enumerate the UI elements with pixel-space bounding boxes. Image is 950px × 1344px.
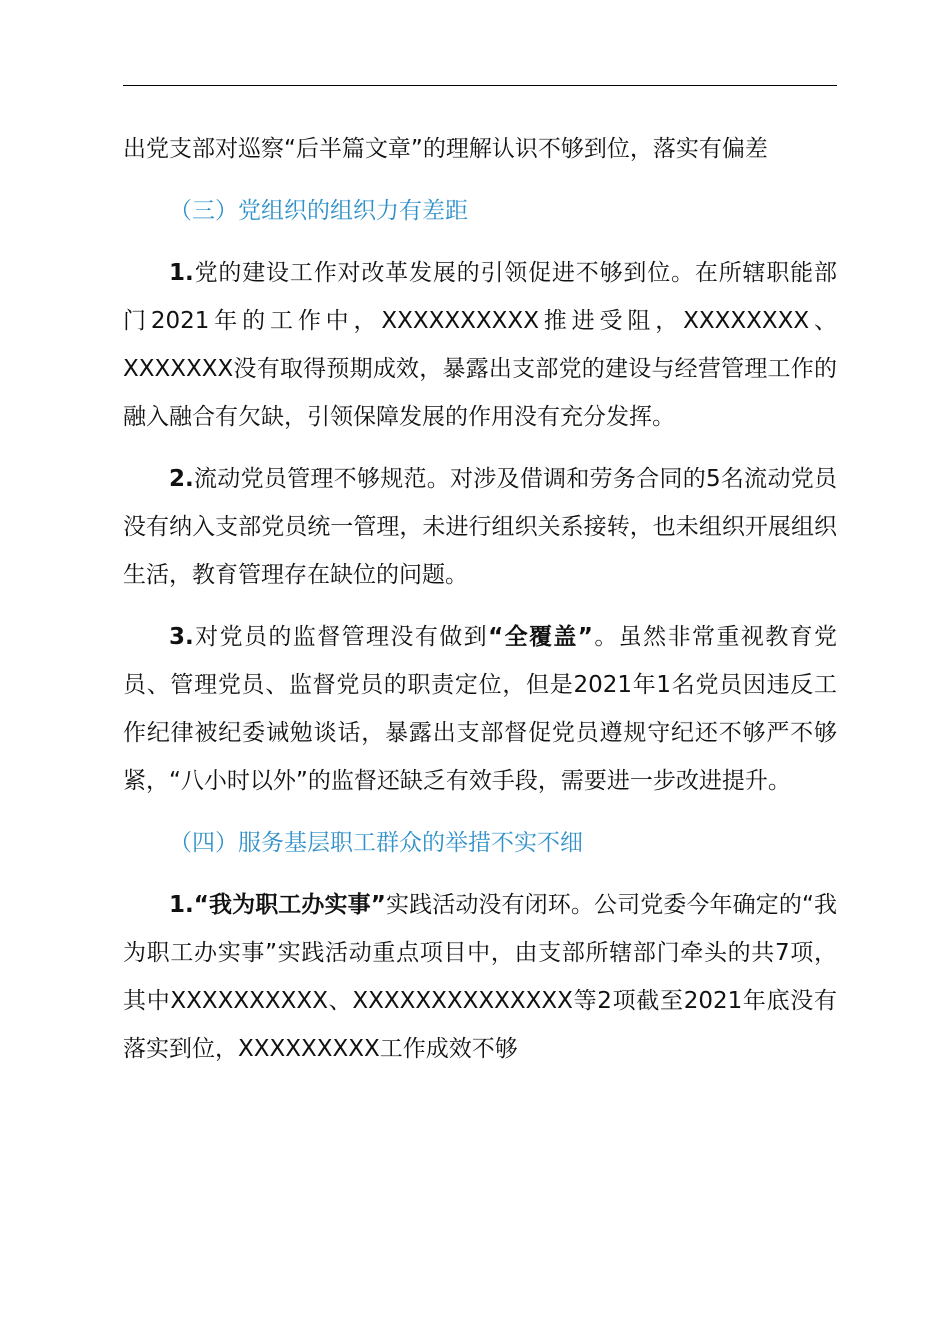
- paragraph-text: 党的建设工作对改革发展的引领促进不够到位。在所辖职能部门2021年的工作中，XXXXXXXXXX推进受阻，XXXXXXXX、XXXXXXX没有取得预期成效，暴露出支部党的建设与经营管理工作的融入融合有欠缺，引领保障发展的作用没有充分发挥。: [123, 260, 837, 430]
- section-heading-4: [123, 819, 837, 867]
- section-heading-3: [123, 187, 837, 235]
- paragraph-item-4: [123, 881, 837, 1073]
- paragraph-item-3: [123, 613, 837, 805]
- header-rule: [123, 85, 837, 86]
- paragraph-text: 。虽然非常重视教育党员、管理党员、监督党员的职责定位，但是2021年1名党员因违反工作纪律被纪委诫勉谈话，暴露出支部督促党员遵规守纪还不够严不够紧，“八小时以外”的监督还缺乏有效手段，需要进一步改进提升。: [123, 624, 838, 794]
- paragraph-text: 对党员的监督管理没有做到: [193, 624, 489, 650]
- paragraph-text: 实践活动没有闭环。公司党委今年确定的“我为职工办实事”实践活动重点项目中，由支部所辖部门牵头的共7项，其中XXXXXXXXXX、XXXXXXXXXXXXXX等2项截至2021年底没有落实到位，XXXXXXXXX工作成效不够: [123, 892, 838, 1062]
- document-body: [123, 125, 837, 1087]
- item-number: 2.: [169, 466, 194, 492]
- item-number: 3.: [169, 624, 194, 650]
- paragraph-item-1: [123, 249, 837, 441]
- paragraph-continuation: [123, 125, 837, 173]
- paragraph-text: 出党支部对巡察“后半篇文章”的理解认识不够到位，落实有偏差: [123, 136, 768, 162]
- quoted-phrase: “全覆盖”: [488, 624, 593, 650]
- item-number: 1.: [169, 892, 194, 918]
- paragraph-item-2: [123, 455, 837, 599]
- quoted-phrase: “我为职工办实事”: [193, 892, 386, 918]
- heading-text: （四）服务基层职工群众的举措不实不细: [169, 830, 583, 856]
- item-number: 1.: [169, 260, 194, 286]
- paragraph-text: 流动党员管理不够规范。对涉及借调和劳务合同的5名流动党员没有纳入支部党员统一管理，未进行组织关系接转，也未组织开展组织生活，教育管理存在缺位的问题。: [123, 466, 837, 588]
- heading-text: （三）党组织的组织力有差距: [169, 198, 468, 224]
